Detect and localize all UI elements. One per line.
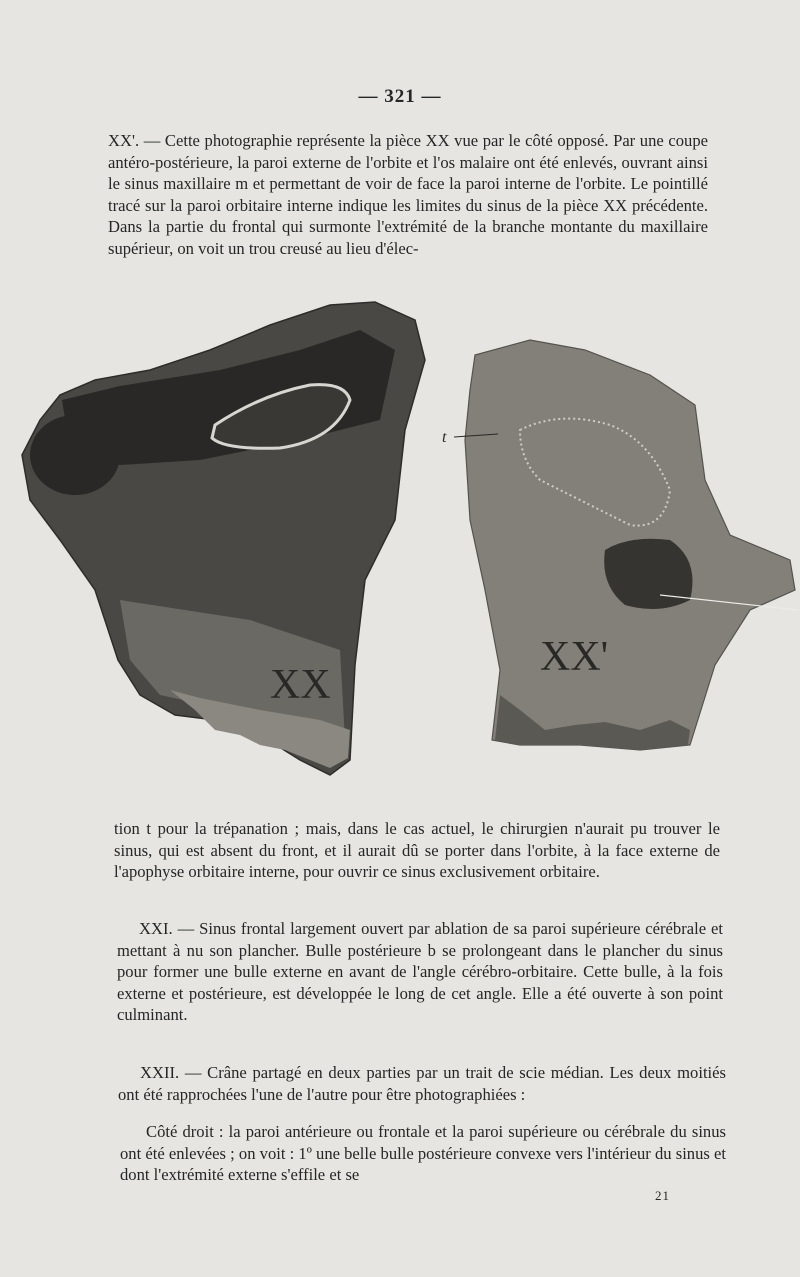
paragraph-label: XX'. [108,131,140,150]
paragraph-label: XXI. [139,919,173,938]
paragraph-xx-prime [108,130,708,259]
specimen-photograph [0,290,800,800]
figure-marker-t: t [442,429,447,446]
signature-mark: 21 [655,1188,670,1203]
photographic-plate [0,290,800,800]
page-number: — 321 — [358,86,442,107]
figure-left-label: XX [270,662,331,708]
paragraph-xxi [117,918,723,1026]
paragraph-text: — Crâne partagé en deux parties par un trait de scie médian. Les deux moitiés ont été rapprochées l'une de l'autre pour être photographiées : [118,1063,726,1104]
paragraph-label: XXII. [140,1063,180,1082]
figure-right-label: XX' [540,634,609,680]
paragraph-text: — Sinus frontal largement ouvert par ablation de sa paroi supérieure cérébrale et mettant à nu son plancher. Bulle postérieure b se prolongeant dans le plancher du sinus pour former une bulle externe en avant de l'angle cérébro-orbitaire. Cette bulle, à la fois externe et postérieure, est développée le long de cet angle. Elle a été ouverte à son point culminant. [117,919,723,1024]
paragraph-xx-prime-continued: tion t pour la trépanation ; mais, dans le cas actuel, le chirurgien n'aurait pu trouver le sinus, qui est absent du front, et il aurait dû se porter dans l'orbite, à la face externe de l'apophyse orbitaire interne, pour ouvrir ce sinus exclusivement orbitaire. [114,819,720,881]
paragraph-cote-droit: Côté droit : la paroi antérieure ou frontale et la paroi supérieure ou cérébrale du sinus ont été enlevées ; on voit : 1º une belle bulle postérieure convexe vers l'intérieur du sinus et dont l'extrémité externe s'effile et se [120,1122,726,1184]
paragraph-text: — Cette photographie représente la pièce XX vue par le côté opposé. Par une coupe antéro-postérieure, la paroi externe de l'orbite et l'os malaire ont été enlevés, ouvrant ainsi le sinus maxillaire m et permettant de voir de face la paroi interne de l'orbite. Le pointillé tracé sur la paroi orbitaire interne indique les limites du sinus de la pièce XX précédente. Dans la partie du frontal qui surmonte l'extrémité de la branche montante du maxillaire supérieur, on voit un trou creusé au lieu d'élec- [108,131,708,258]
left-lateral-cavity [30,415,120,495]
paragraph-xxii [118,1062,726,1105]
